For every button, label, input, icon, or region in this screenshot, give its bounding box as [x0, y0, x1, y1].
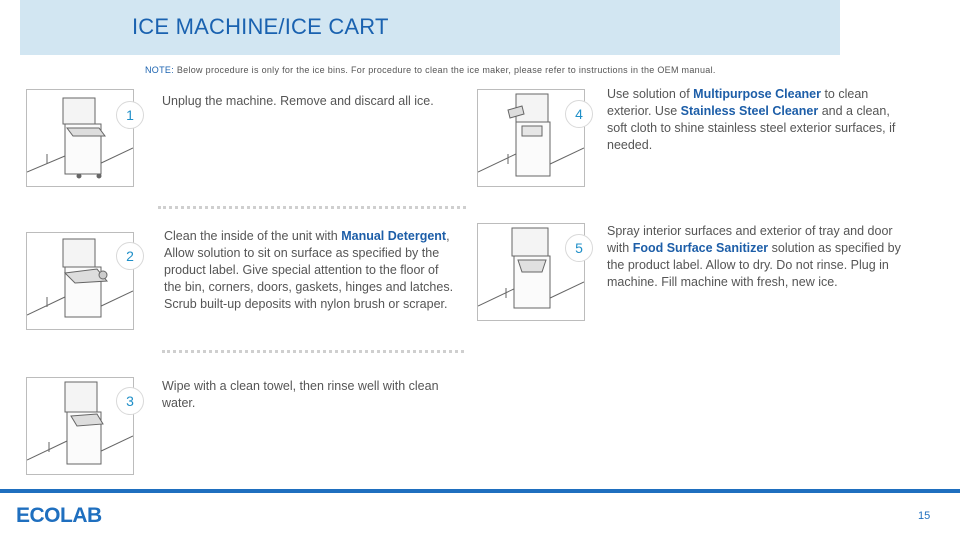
step-3-number: 3	[116, 387, 144, 415]
step-5-text	[607, 223, 907, 291]
step-5-text-part: Spray interior surfaces and exterior of tray and door with	[607, 224, 893, 255]
step-3-text	[162, 378, 452, 412]
product-multipurpose-cleaner: Multipurpose Cleaner	[693, 87, 821, 101]
step-1-text-part: Unplug the machine. Remove and discard all ice.	[162, 94, 434, 108]
step-5-text-part: solution as specified by the product label. Allow to dry. Do not rinse. Plug in machine. Fill machine with fresh, new ice.	[607, 241, 901, 289]
step-4-text-part: Use solution of	[607, 87, 694, 101]
separator	[158, 206, 466, 209]
page-number: 15	[918, 510, 931, 522]
step-3-text-part: Wipe with a clean towel, then rinse well with clean water.	[162, 379, 439, 410]
step-4-number: 4	[565, 100, 593, 128]
note-label: NOTE:	[145, 65, 175, 75]
step-2-text-part: , Allow solution to sit on surface as specified by the product label. Give special attention to the floor of the bin, corners, doors, gaskets, hinges and latches. Scrub built-up deposits with nylon brush or scraper.	[164, 229, 454, 311]
step-4-text	[607, 86, 907, 154]
step-1-illustration	[26, 89, 134, 187]
product-manual-detergent: Manual Detergent	[341, 229, 447, 243]
page-title: ICE MACHINE/ICE CART	[132, 14, 389, 39]
step-4-text-part: to clean exterior. Use	[607, 87, 869, 118]
note	[145, 65, 716, 75]
step-1-text	[162, 93, 472, 110]
step-4-text-part: and a clean, soft cloth to shine stainless steel exterior surfaces, if needed.	[607, 104, 896, 152]
step-2-number: 2	[116, 242, 144, 270]
note-text: Below procedure is only for the ice bins. For procedure to clean the ice maker, please refer to instructions in the OEM manual.	[176, 65, 716, 75]
ecolab-logo: ECOLAB	[16, 504, 102, 527]
separator	[162, 350, 464, 353]
step-5-number: 5	[565, 234, 593, 262]
product-food-surface-sanitizer: Food Surface Sanitizer	[632, 241, 769, 255]
step-1-number: 1	[116, 101, 144, 129]
step-2-text-part: Clean the inside of the unit with	[164, 229, 342, 243]
product-stainless-steel-cleaner: Stainless Steel Cleaner	[680, 104, 819, 118]
step-2-text	[164, 228, 459, 313]
footer-divider	[0, 489, 960, 493]
